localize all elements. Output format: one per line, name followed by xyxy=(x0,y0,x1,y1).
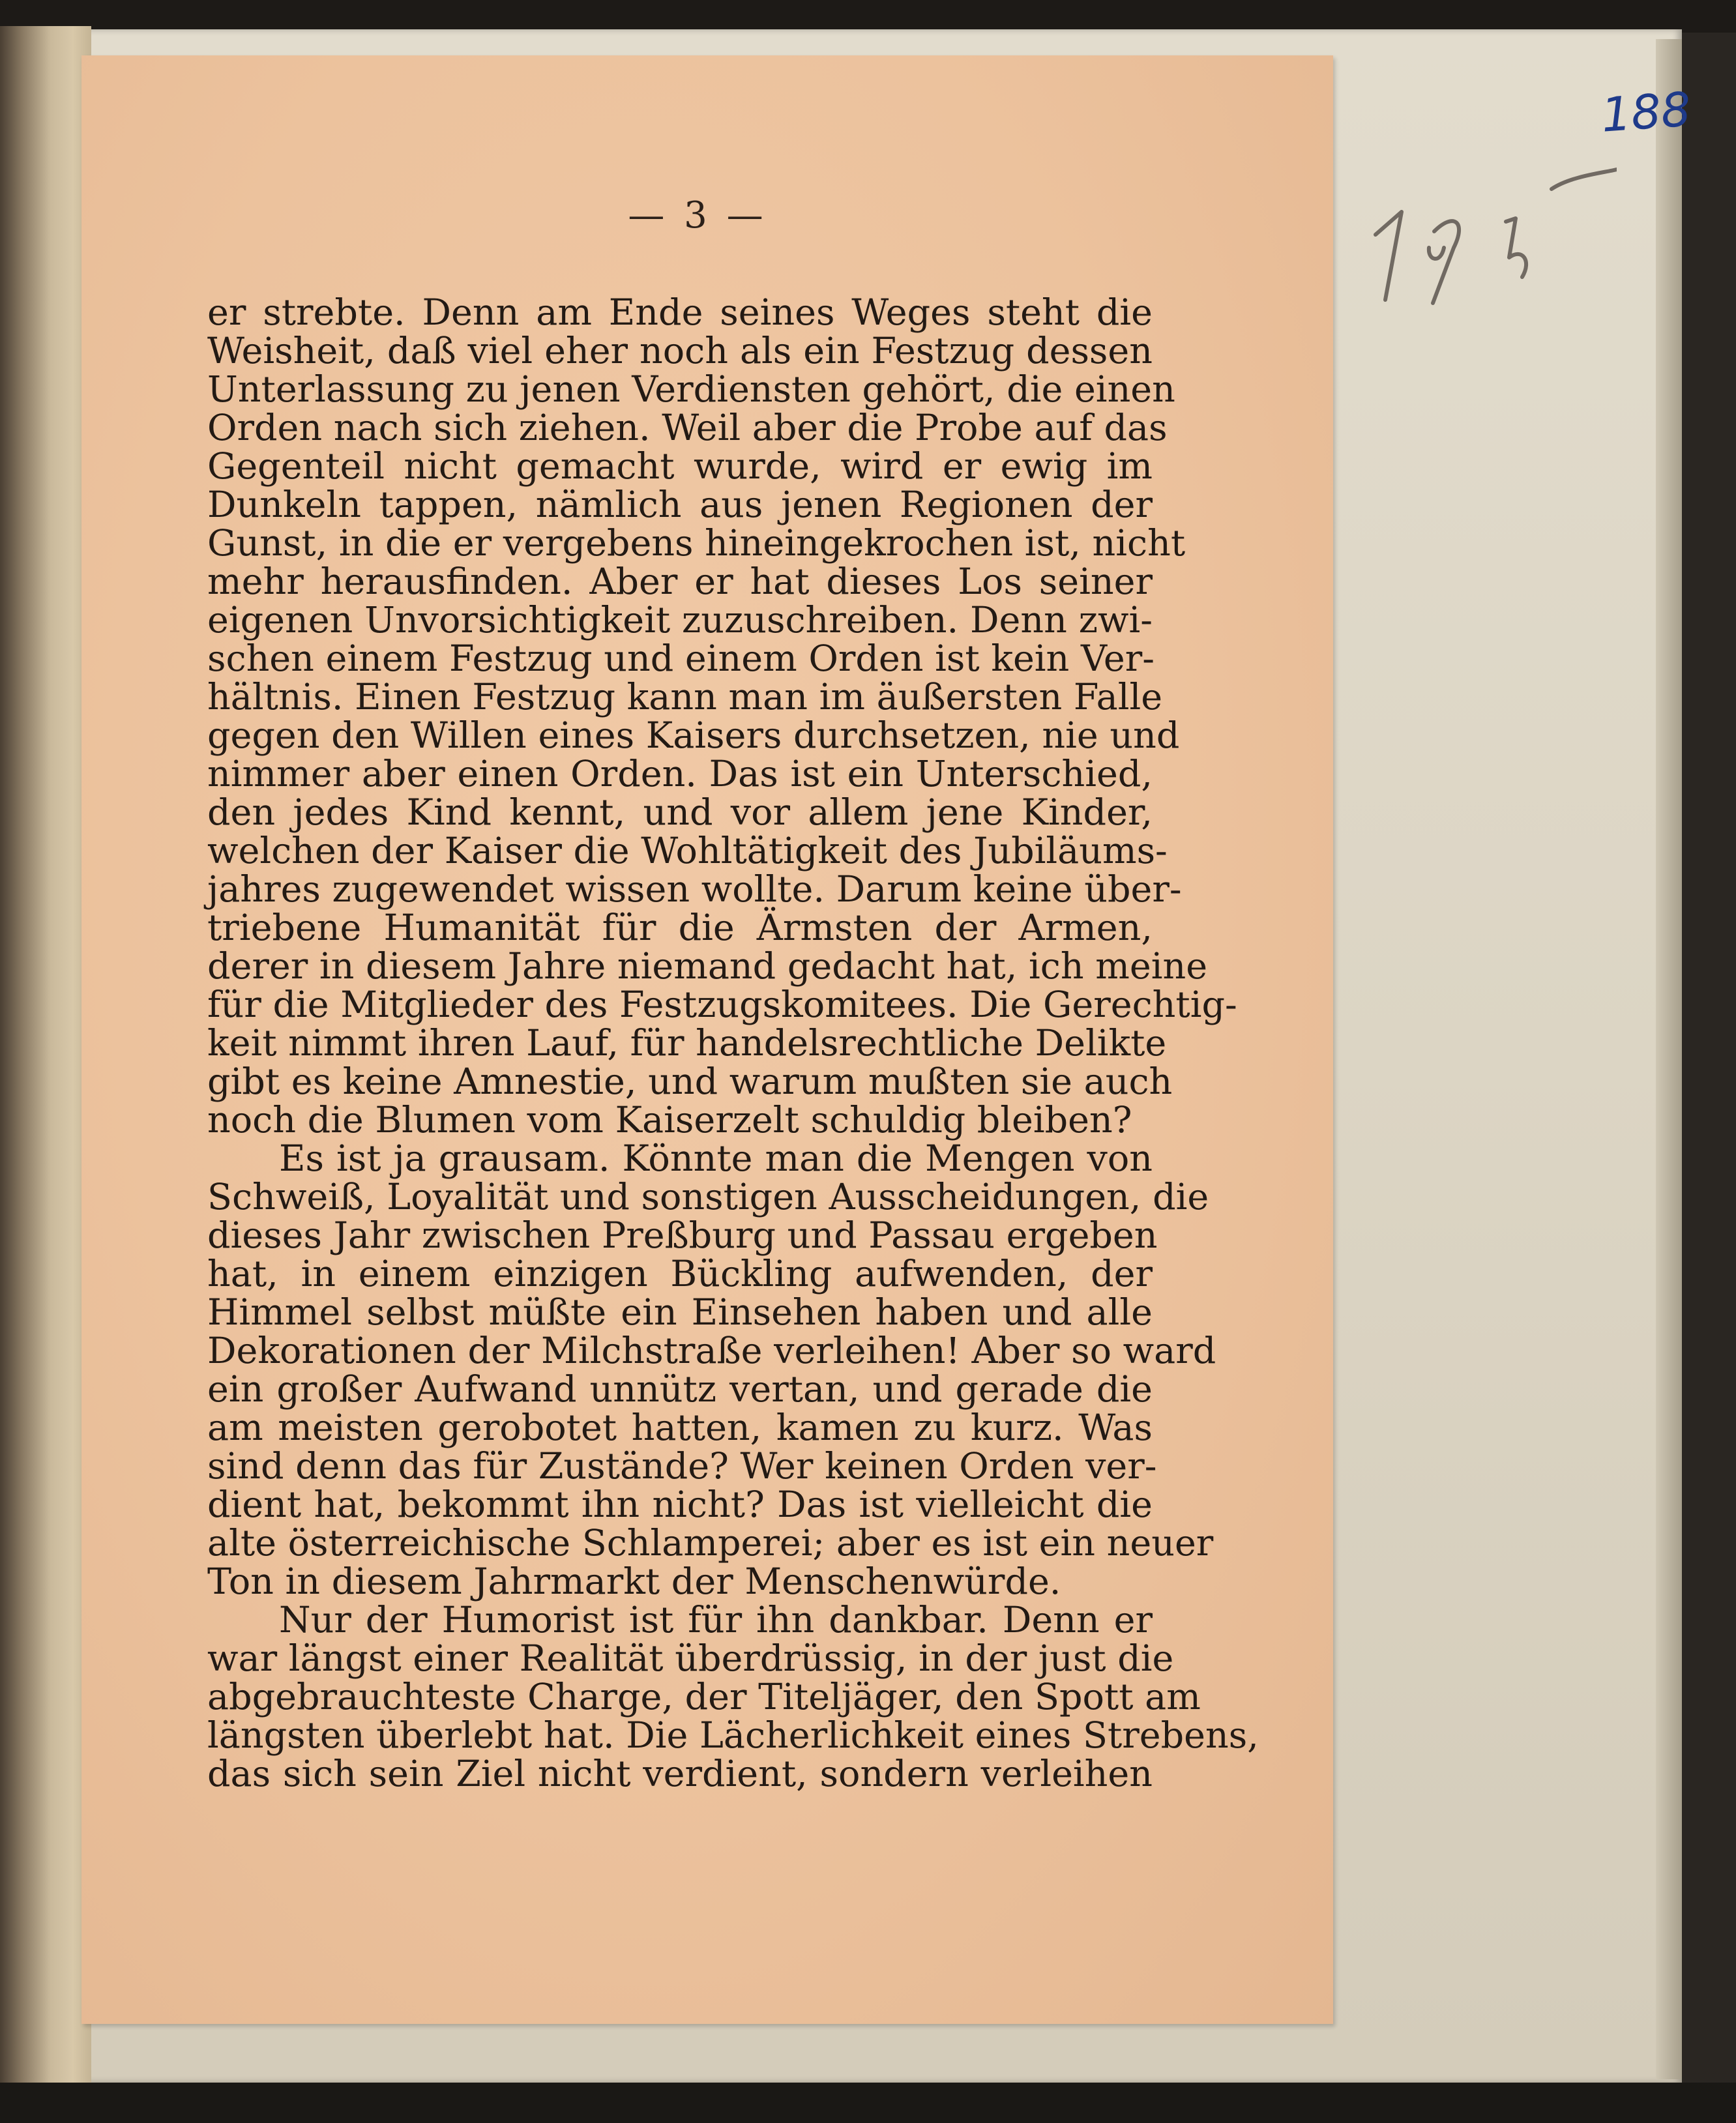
text-line: gegen den Willen eines Kaisers durchsetzen, nie und xyxy=(207,714,1180,757)
text-line: Dekorationen der Milchstraße verleihen! Aber so ward xyxy=(207,1330,1216,1372)
text-line: schen einem Festzug und einem Orden ist kein Ver- xyxy=(207,637,1155,680)
text-line: dient hat, bekommt ihn nicht? Das ist vielleicht die xyxy=(207,1484,1153,1526)
archive-folio-number: 188 xyxy=(1599,81,1693,143)
text-line: Nur der Humorist ist für ihn dankbar. Denn er xyxy=(279,1599,1153,1641)
text-line: nimmer aber einen Orden. Das ist ein Unterschied, xyxy=(207,753,1153,795)
text-line: das sich sein Ziel nicht verdient, sondern verleihen xyxy=(207,1753,1153,1795)
backing-sheet-edge xyxy=(1656,39,1682,2079)
text-line: Gunst, in die er vergebens hineingekrochen ist, nicht xyxy=(207,522,1186,564)
text-line: Himmel selbst müßte ein Einsehen haben und alle xyxy=(207,1291,1153,1334)
text-line: welchen der Kaiser die Wohltätigkeit des Jubiläums- xyxy=(207,830,1168,872)
text-line: triebene Humanität für die Ärmsten der Armen, xyxy=(207,907,1153,949)
text-line: Gegenteil nicht gemacht wurde, wird er ewig im xyxy=(207,445,1153,488)
text-line: Schweiß, Loyalität und sonstigen Ausscheidungen, die xyxy=(207,1176,1209,1218)
text-line: Weisheit, daß viel eher noch als ein Festzug dessen xyxy=(207,330,1153,372)
text-line: derer in diesem Jahre niemand gedacht hat, ich meine xyxy=(207,945,1208,988)
text-line: noch die Blumen vom Kaiserzelt schuldig bleiben? xyxy=(207,1099,1132,1141)
text-line: den jedes Kind kennt, und vor allem jene Kinder, xyxy=(207,791,1153,834)
text-line: dieses Jahr zwischen Preßburg und Passau ergeben xyxy=(207,1214,1158,1257)
text-line: keit nimmt ihren Lauf, für handelsrechtliche Delikte xyxy=(207,1022,1167,1064)
text-line: eigenen Unvorsichtigkeit zuzuschreiben. Denn zwi- xyxy=(207,599,1153,641)
text-line: Ton in diesem Jahrmarkt der Menschenwürde. xyxy=(207,1560,1061,1603)
text-line: jahres zugewendet wissen wollte. Darum keine über- xyxy=(207,868,1182,911)
book-spine xyxy=(0,26,91,2086)
scan-border-bottom xyxy=(0,2083,1736,2123)
text-line: Dunkeln tappen, nämlich aus jenen Regionen der xyxy=(207,484,1153,526)
text-line: am meisten gerobotet hatten, kamen zu kurz. Was xyxy=(207,1407,1153,1449)
pencil-folio-mark xyxy=(1356,150,1617,319)
page-number: — 3 — xyxy=(628,194,767,237)
text-line: abgebrauchteste Charge, der Titeljäger, den Spott am xyxy=(207,1676,1201,1718)
text-line: Es ist ja grausam. Könnte man die Mengen von xyxy=(279,1137,1153,1180)
text-line: hat, in einem einzigen Bückling aufwenden, der xyxy=(207,1253,1153,1295)
text-line: ein großer Aufwand unnütz vertan, und gerade die xyxy=(207,1368,1153,1411)
body-text xyxy=(207,291,1259,1795)
text-line: gibt es keine Amnestie, und warum mußten sie auch xyxy=(207,1061,1173,1103)
text-line: alte österreichische Schlamperei; aber es ist ein neuer xyxy=(207,1522,1214,1564)
text-line: hältnis. Einen Festzug kann man im äußersten Falle xyxy=(207,676,1163,718)
text-line: Unterlassung zu jenen Verdiensten gehört, die einen xyxy=(207,368,1175,411)
text-line: war längst einer Realität überdrüssig, in der just die xyxy=(207,1637,1174,1680)
text-line: längsten überlebt hat. Die Lächerlichkeit eines Strebens, xyxy=(207,1714,1259,1757)
text-line: sind denn das für Zustände? Wer keinen Orden ver- xyxy=(207,1445,1157,1487)
text-line: mehr herausfinden. Aber er hat dieses Los seiner xyxy=(207,561,1153,603)
text-line: für die Mitglieder des Festzugskomitees. Die Gerechtig- xyxy=(207,984,1237,1026)
text-line: er strebte. Denn am Ende seines Weges steht die xyxy=(207,291,1153,334)
scan-border-top xyxy=(0,0,1736,33)
text-line: Orden nach sich ziehen. Weil aber die Probe auf das xyxy=(207,407,1168,449)
